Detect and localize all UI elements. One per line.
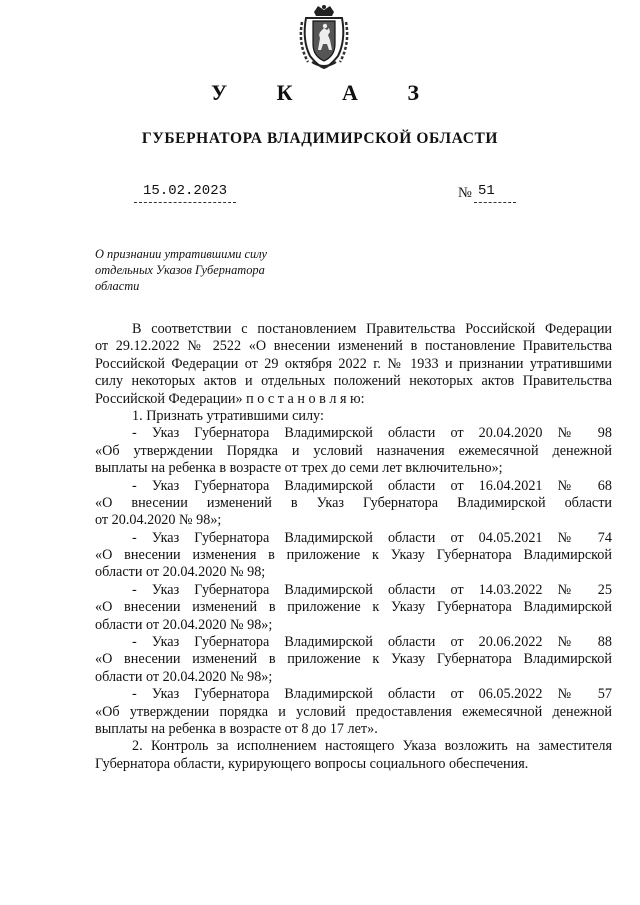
body-line: области от 20.04.2020 № 98; <box>95 564 266 581</box>
body-line: - Указ Губернатора Владимирской области от 20.04.2020 № 98 <box>132 425 612 442</box>
body-line: - Указ Губернатора Владимирской области от 04.05.2021 № 74 <box>132 529 612 546</box>
body-line: Российской Федерации» п о с т а н о в л я ю: <box>95 390 365 407</box>
decree-date: 15.02.2023 <box>134 183 236 203</box>
body-line: 1. Признать утратившими силу: <box>132 407 324 424</box>
body-line: от 29.12.2022 № 2522 «О внесении изменений в постановление Правительства <box>95 338 612 355</box>
body-line: Российской Федерации от 29 октября 2022 г. № 1933 и признании утратившими <box>95 355 612 372</box>
body-line: - Указ Губернатора Владимирской области от 14.03.2022 № 25 <box>132 581 612 598</box>
body-line: В соответствии с постановлением Правительства Российской Федерации <box>132 321 612 337</box>
body-line: «О внесении изменения в приложение к Указу Губернатора Владимирской <box>95 547 612 564</box>
body-line: «О внесении изменений в приложение к Указу Губернатора Владимирской <box>95 651 612 668</box>
body-line: - Указ Губернатора Владимирской области от 06.05.2022 № 57 <box>132 686 612 703</box>
heading-note-line: области <box>95 279 140 293</box>
body-line: области от 20.04.2020 № 98»; <box>95 668 273 685</box>
body-line: «О внесении изменений в Указ Губернатора Владимирской области <box>95 494 612 511</box>
body-line: области от 20.04.2020 № 98»; <box>95 616 273 633</box>
body-line: «Об утверждении Порядка и условий назначения ежемесячной денежной <box>95 442 612 459</box>
body-line: выплаты на ребенка в возрасте от 8 до 17 лет». <box>95 720 378 737</box>
body-line: 2. Контроль за исполнением настоящего Указа возложить на заместителя <box>132 738 612 755</box>
body-line: силу некоторых актов и отдельных положений некоторых актов Правительства <box>95 373 612 390</box>
body-line: Губернатора области, курирующего вопросы социального обеспечения. <box>95 755 529 772</box>
number-sign: № <box>458 185 472 201</box>
decree-heading-note <box>95 246 295 294</box>
body-line: «Об утверждении порядка и условий предоставления ежемесячной денежной <box>95 703 612 720</box>
body-line: - Указ Губернатора Владимирской области от 16.04.2021 № 68 <box>132 477 612 494</box>
heading-note-line: О признании утратившими силу <box>95 247 267 261</box>
body-line: от 20.04.2020 № 98»; <box>95 512 222 529</box>
body-line: - Указ Губернатора Владимирской области от 20.06.2022 № 88 <box>132 634 612 651</box>
body-line: выплаты на ребенка в возрасте от трех до семи лет включительно»; <box>95 460 503 477</box>
body-line: «О внесении изменений в приложение к Указу Губернатора Владимирской <box>95 599 612 616</box>
coat-of-arms-icon <box>296 4 352 70</box>
decree-number: 51 <box>474 183 516 203</box>
document-title: У К А З <box>210 80 442 105</box>
heading-note-line: отдельных Указов Губернатора <box>95 263 265 277</box>
document-subtitle: ГУБЕРНАТОРА ВЛАДИМИРСКОЙ ОБЛАСТИ <box>141 130 499 147</box>
decree-body <box>95 321 612 773</box>
